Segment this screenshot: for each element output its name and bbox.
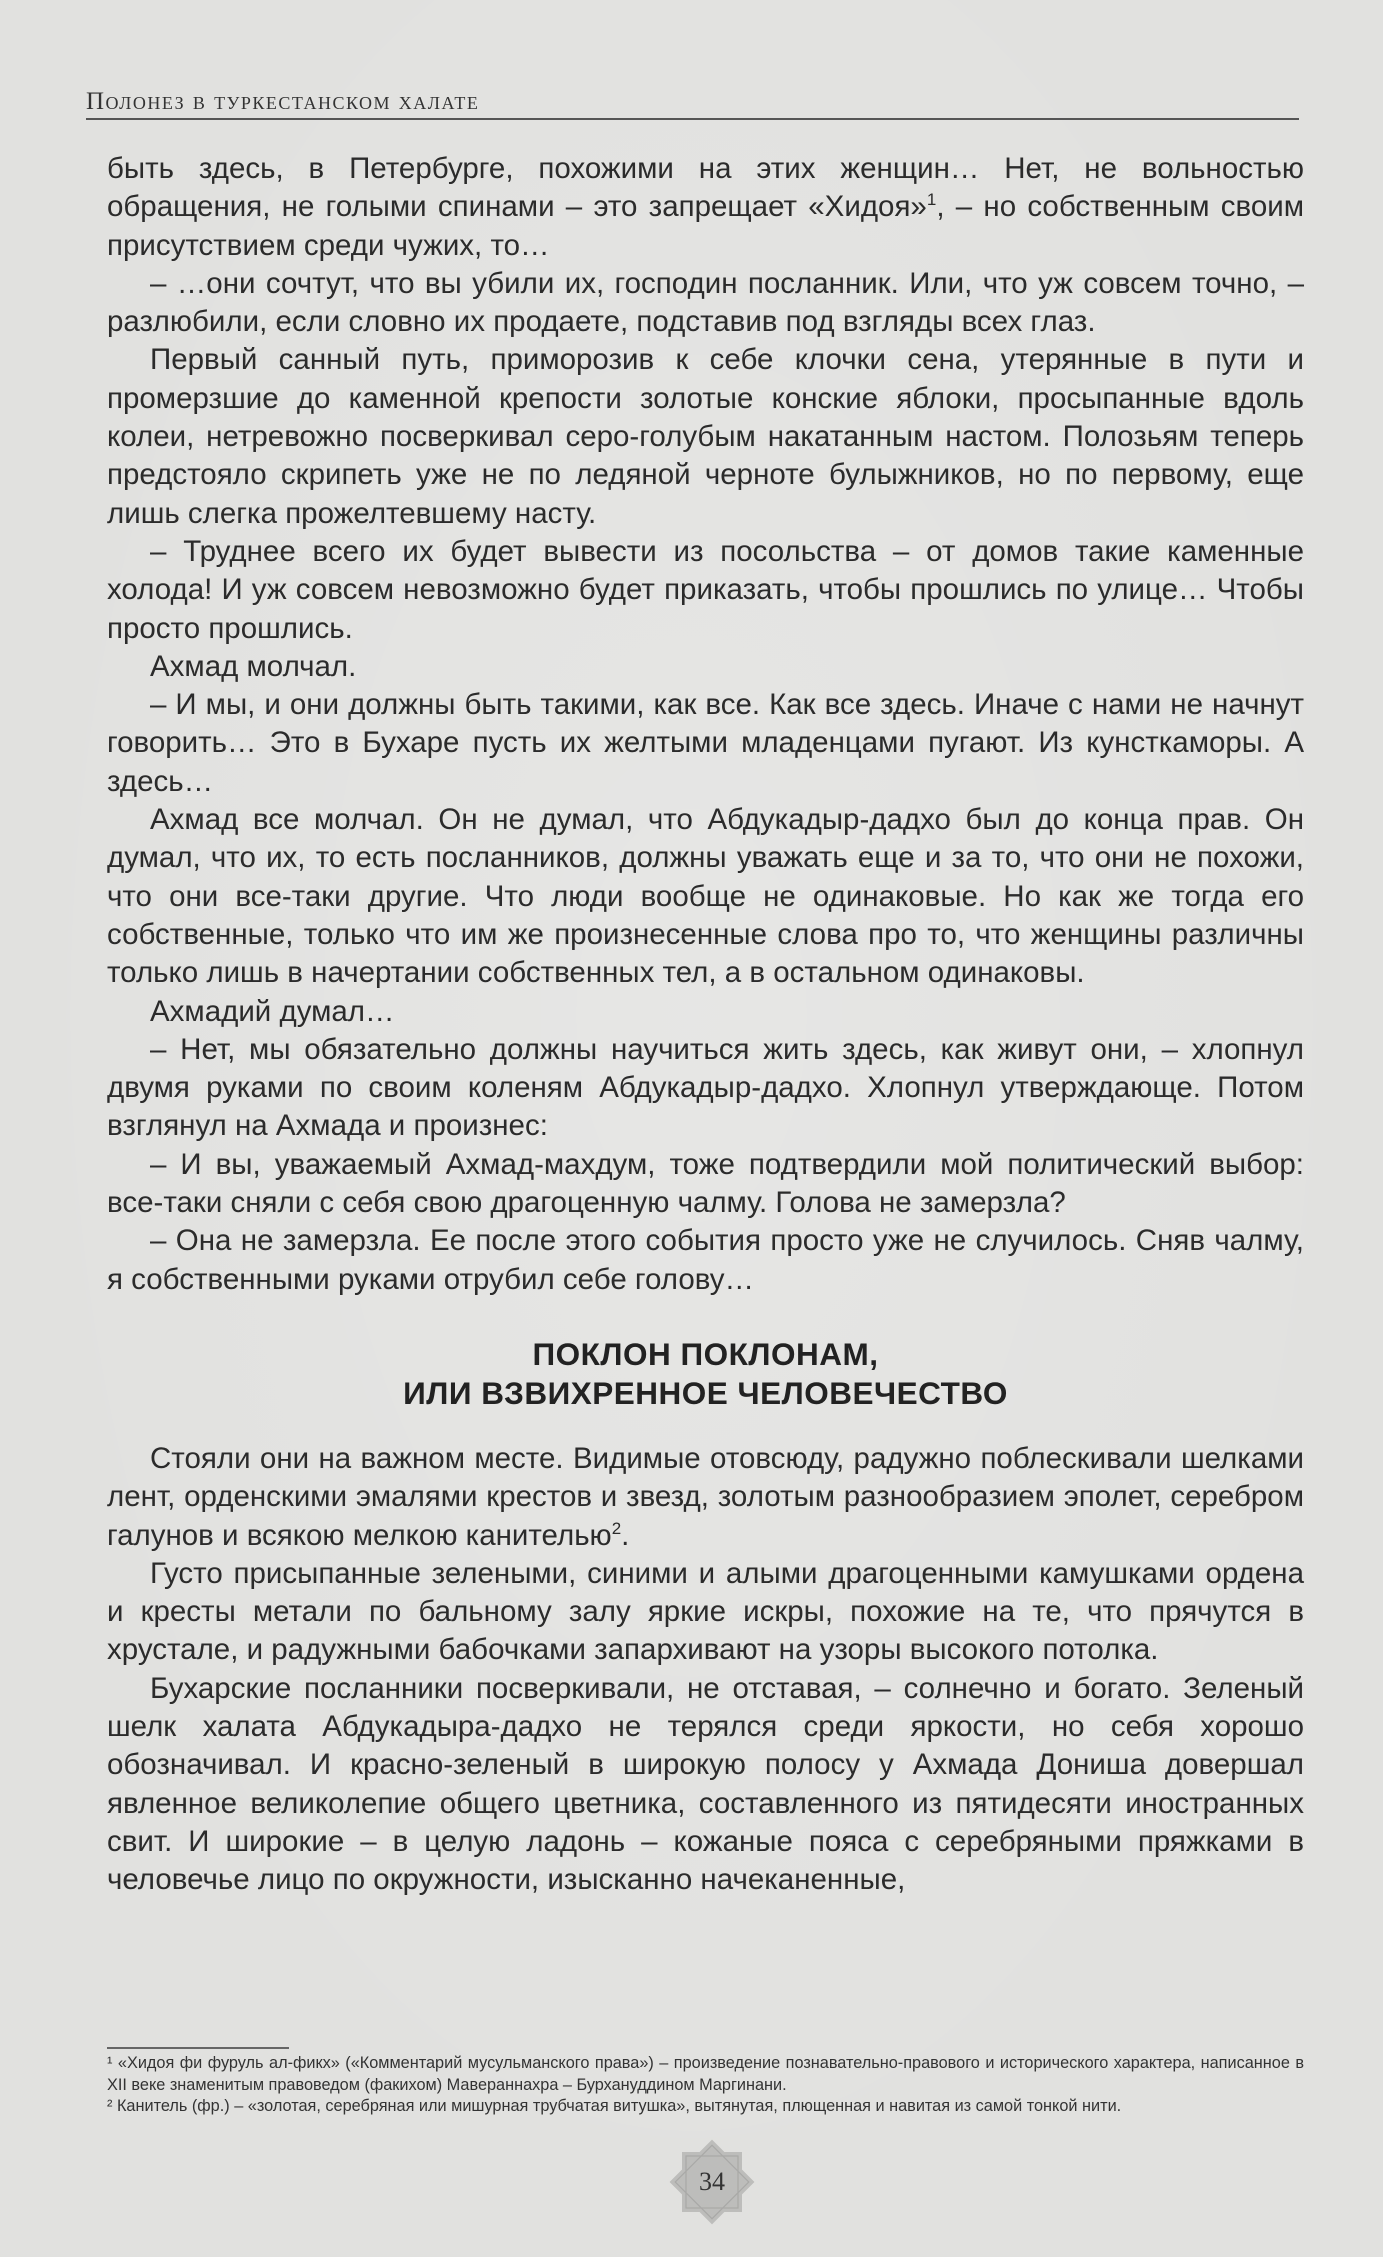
footnote: ¹ «Хидоя фи фуруль ал-фикх» («Комментарий мусульманского права») – произведение познавательно-правового и исторического характера, написанное в XII веке знаменитым правоведом (факихом) Мавераннахра – Бурхануддином Маргинани. [107,2054,1304,2094]
paragraph: – Нет, мы обязательно должны научиться жить здесь, как живут они, – хлопнул двумя руками по своим коленям Абдукадыр-дадхо. Хлопнул утверждающе. Потом взглянул на Ахмада и произнес: [107,1032,1304,1143]
chapter-heading-line: ПОКЛОН ПОКЛОНАМ, [532,1335,879,1372]
paragraph [107,150,1304,265]
footnote-marker: 2 [611,1518,622,1538]
paragraph: Ахмад все молчал. Он не думал, что Абдукадыр-дадхо был до конца прав. Он думал, что их, то есть посланников, должны уважать еще и за то, что они не похожи, что они все-таки другие. Что люди вообще не одинаковые. Но как же тогда его собственные, только что им же произнесенные слова про то, что женщины различны только лишь в начертании собственных тел, а в остальном одинаковы. [107,803,1304,990]
main-text [107,150,1304,1899]
header-rule [86,118,1299,120]
chapter-heading-line: ИЛИ ВЗВИХРЕННОЕ ЧЕЛОВЕЧЕСТВО [403,1374,1008,1411]
paragraph: Бухарские посланники посверкивали, не отставая, – солнечно и богато. Зеленый шелк халата Абдукадыра-дадхо не терялся среди яркости, но себя хорошо обозначивал. И красно-зеленый в широкую полосу у Ахмада Дониша довершал явленное великолепие общего цветника, составленного из пятидесяти иностранных свит. И широкие – в целую ладонь – кожаные пояса с серебряными пряжками в человечье лицо по окружности, изысканно начеканенные, [107,1671,1304,1897]
chapter-heading [107,1335,1304,1413]
paragraph: Ахмад молчал. [150,649,357,683]
paragraph: Первый санный путь, приморозив к себе клочки сена, утерянные в пути и промерзшие до каменной крепости золотые конские яблоки, просыпанные вдоль колеи, нетревожно посверкивал серо-голубым накатанным настом. Полозьям теперь предстояло скрипеть уже не по ледяной черноте булыжников, но по первому, еще лишь слегка прожелтевшему насту. [107,343,1304,530]
paragraph: Ахмадий думал… [150,994,395,1028]
paragraph: – И мы, и они должны быть такими, как все. Как все здесь. Иначе с нами не начнут говорить… Это в Бухаре пусть их желтыми младенцами пугают. Из кунсткаморы. А здесь… [107,688,1304,798]
footnote-marker: 1 [926,190,937,210]
paragraph: – Труднее всего их будет вывести из посольства – от домов такие каменные холода! И уж совсем невозможно будет приказать, чтобы прошлись по улице… Чтобы просто прошлись. [107,534,1304,645]
paragraph: – …они сочтут, что вы убили их, господин посланник. Или, что уж совсем точно, – разлюбили, если словно их продаете, подставив под взгляды всех глаз. [107,266,1304,339]
footnote: ² Канитель (фр.) – «золотая, серебряная или мишурная трубчатая витушка», вытянутая, плющенная и навитая из самой тонкой нити. [107,2097,1122,2116]
paragraph-text: быть здесь, в Петербурге, похожими на этих женщин… Нет, не вольностью обращения, не голыми спинами – это запрещает «Хидоя» [107,152,1304,224]
page-number: 34 [699,2167,725,2196]
footnote-rule [107,2047,289,2049]
paragraph: Густо присыпанные зелеными, синими и алыми драгоценными камушками ордена и кресты метали по бальному залу яркие искры, похожие на те, что прячутся в хрустале, и радужными бабочками запархивают на узоры высокого потолка. [107,1556,1304,1667]
footnotes [107,2053,1304,2118]
paragraph: – И вы, уважаемый Ахмад-махдум, тоже подтвердили мой политический выбор: все-таки сняли с себя свою драгоценную чалму. Голова не замерзла? [107,1147,1304,1220]
paragraph: – Она не замерзла. Ее после этого события просто уже не случилось. Сняв чалму, я собственными руками отрубил себе голову… [107,1224,1304,1296]
paragraph [107,1440,1304,1555]
paragraph-text: . [621,1518,630,1552]
page-number-ornament [662,2132,762,2232]
paragraph-text: Стояли они на важном месте. Видимые отовсюду, радужно поблескивали шелками лент, орденскими эмалями крестов и звезд, золотым разнообразием эполет, серебром галунов и всякою мелкою канителью [107,1441,1304,1552]
running-head: Полонез в туркестанском халате [86,88,480,115]
paragraph-text: , – но собственным своим присутствием среди чужих, то… [107,190,1304,262]
